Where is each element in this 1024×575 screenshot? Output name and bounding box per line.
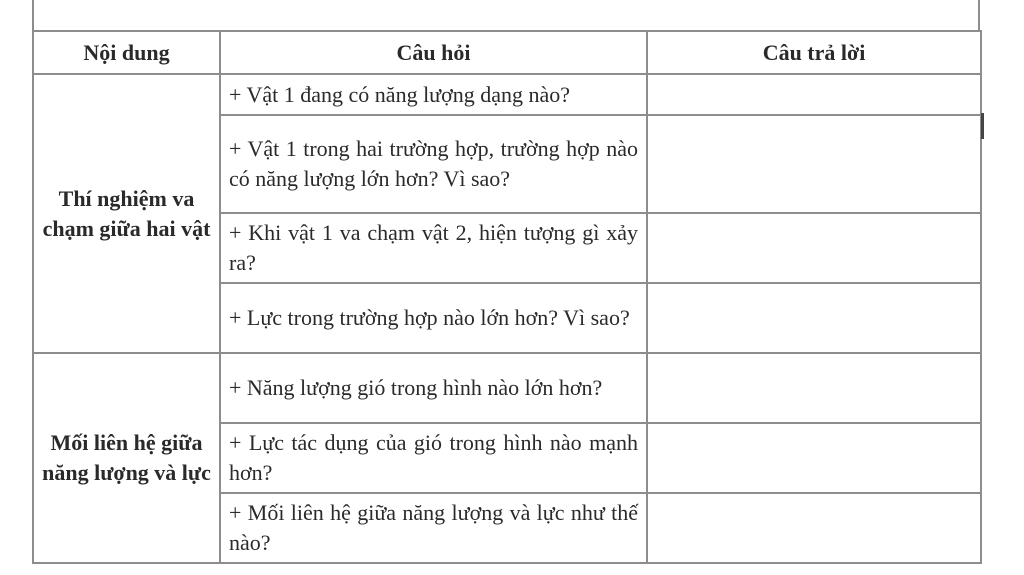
header-row xyxy=(33,31,981,74)
table-row xyxy=(33,74,981,115)
question-cell: + Vật 1 đang có năng lượng dạng nào? xyxy=(220,74,647,115)
header-content: Nội dung xyxy=(33,31,220,74)
group-content-energy-force: Mối liên hệ giữa năng lượng và lực xyxy=(33,353,220,563)
question-cell: + Lực tác dụng của gió trong hình nào mạnh hơn? xyxy=(220,423,647,493)
question-cell: + Vật 1 trong hai trường hợp, trường hợp nào có năng lượng lớn hơn? Vì sao? xyxy=(220,115,647,213)
answer-cell[interactable] xyxy=(647,423,981,493)
answer-cell[interactable] xyxy=(647,283,981,353)
group-content-collision: Thí nghiệm va chạm giữa hai vật xyxy=(33,74,220,353)
answer-cell[interactable] xyxy=(647,353,981,423)
answer-cell[interactable] xyxy=(647,115,981,213)
question-cell: + Lực trong trường hợp nào lớn hơn? Vì sao? xyxy=(220,283,647,353)
question-cell: + Khi vật 1 va chạm vật 2, hiện tượng gì xảy ra? xyxy=(220,213,647,283)
question-cell: + Năng lượng gió trong hình nào lớn hơn? xyxy=(220,353,647,423)
answer-cell[interactable] xyxy=(647,493,981,563)
table-row xyxy=(33,353,981,423)
table-top-frame xyxy=(32,0,980,31)
answer-cell[interactable] xyxy=(647,213,981,283)
header-question: Câu hỏi xyxy=(220,31,647,74)
header-answer: Câu trả lời xyxy=(647,31,981,74)
worksheet-table xyxy=(32,30,982,564)
question-cell: + Mối liên hệ giữa năng lượng và lực như thế nào? xyxy=(220,493,647,563)
text-cursor-mark xyxy=(981,113,984,139)
answer-cell[interactable] xyxy=(647,74,981,115)
